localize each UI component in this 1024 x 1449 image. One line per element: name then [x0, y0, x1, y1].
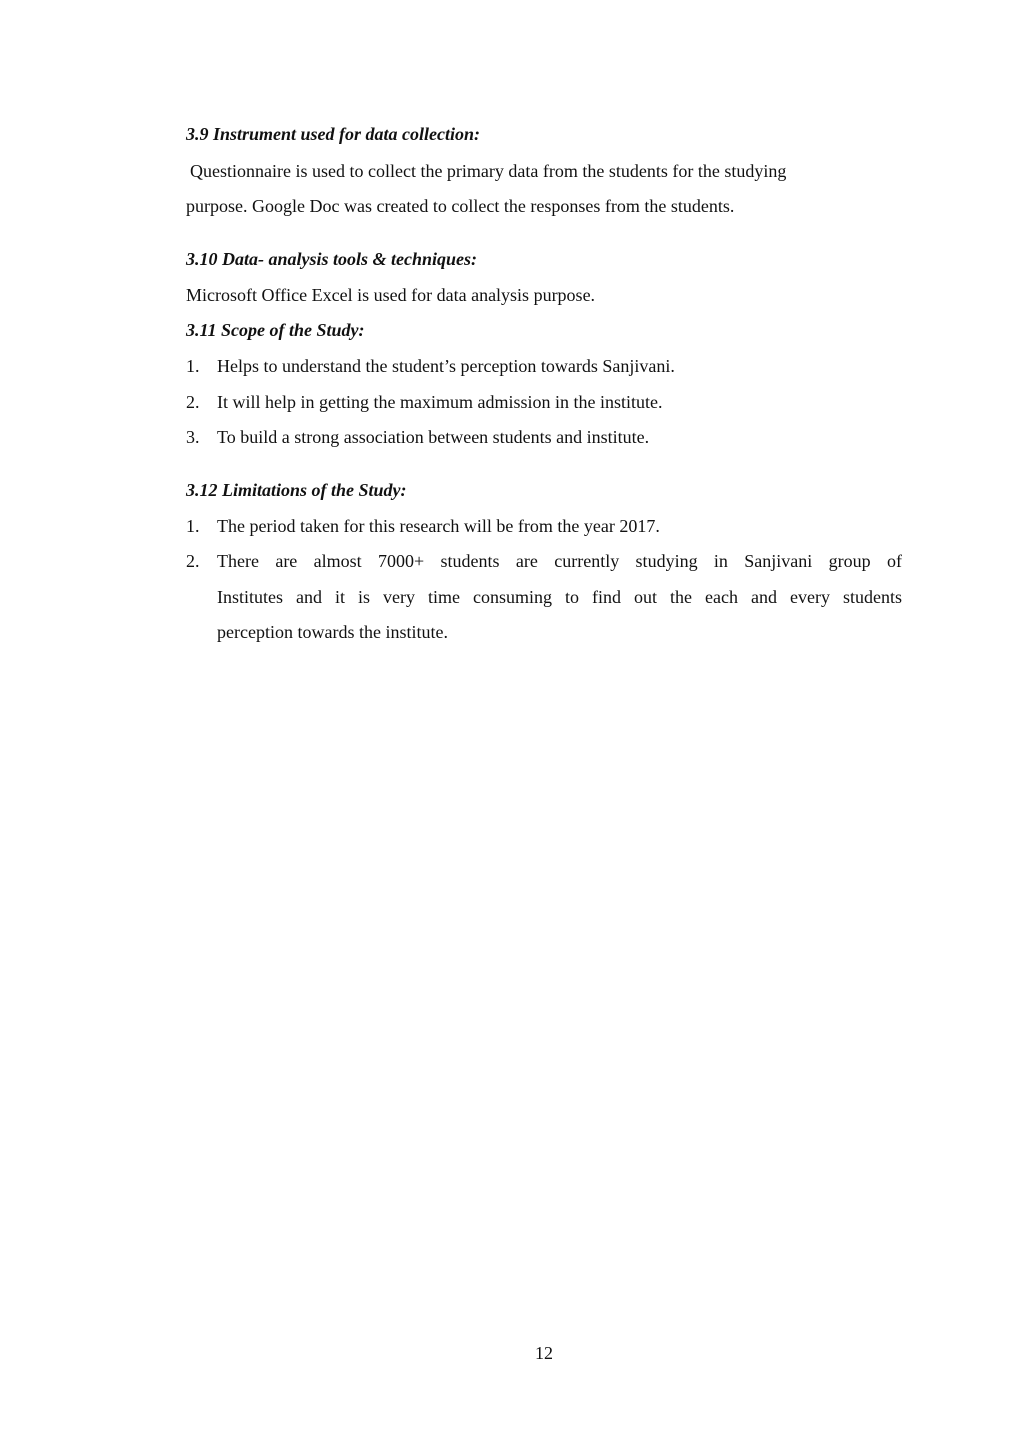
- section-3-9-paragraph-line-2: purpose. Google Doc was created to collect the responses from the students.: [186, 196, 735, 216]
- limitation-item-1-number: 1.: [186, 516, 200, 536]
- section-3-10-paragraph: Microsoft Office Excel is used for data analysis purpose.: [186, 285, 596, 305]
- page-number: 12: [535, 1343, 553, 1363]
- limitation-item-2-number: 2.: [186, 551, 200, 571]
- scope-item-1-text: Helps to understand the student’s perception towards Sanjivani.: [217, 356, 675, 376]
- scope-item-3-number: 3.: [186, 427, 200, 447]
- limitation-item-2-line-2: Institutes and it is very time consuming to find out the each and every students: [217, 587, 902, 607]
- section-3-9-paragraph-line-1: Questionnaire is used to collect the primary data from the students for the studying: [190, 161, 787, 181]
- section-3-12-heading: 3.12 Limitations of the Study:: [186, 480, 407, 500]
- scope-item-3-text: To build a strong association between students and institute.: [217, 427, 650, 447]
- scope-item-2-number: 2.: [186, 392, 200, 412]
- section-3-11-heading: 3.11 Scope of the Study:: [186, 320, 365, 340]
- scope-item-1-number: 1.: [186, 356, 200, 376]
- scope-item-2-text: It will help in getting the maximum admission in the institute.: [217, 392, 663, 412]
- section-3-10-heading: 3.10 Data- analysis tools & techniques:: [186, 249, 478, 269]
- limitation-item-2-line-3: perception towards the institute.: [217, 622, 448, 642]
- limitation-item-1-text: The period taken for this research will be from the year 2017.: [217, 516, 660, 536]
- limitation-item-2-line-1: There are almost 7000+ students are currently studying in Sanjivani group of: [217, 551, 902, 571]
- section-3-9-heading: 3.9 Instrument used for data collection:: [186, 124, 481, 144]
